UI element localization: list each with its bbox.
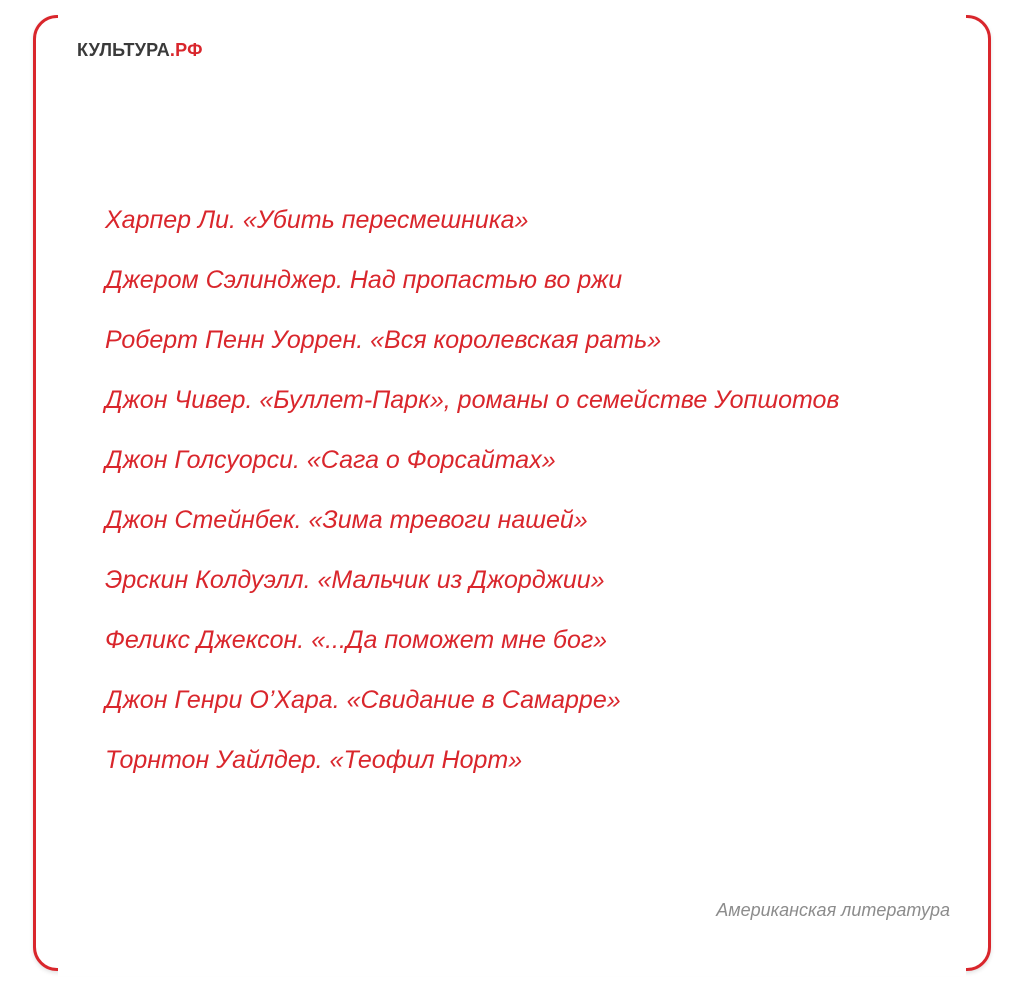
book-item: Джон Чивер. «Буллет-Парк», романы о семействе Уопшотов: [105, 386, 840, 414]
book-item: Джером Сэлинджер. Над пропастью во ржи: [105, 266, 623, 294]
book-item: Джон Голсуорси. «Сага о Форсайтах»: [105, 446, 556, 474]
book-item: Феликс Джексон. «...Да поможет мне бог»: [105, 626, 608, 654]
book-list: [105, 205, 965, 805]
book-item: Роберт Пенн Уоррен. «Вся королевская рать»: [105, 326, 662, 354]
book-item: Харпер Ли. «Убить пересмешника»: [105, 206, 529, 234]
frame-mask-top: [58, 11, 966, 21]
frame-mask-bottom: [58, 966, 966, 976]
site-logo: [77, 40, 203, 61]
book-item: Эрскин Колдуэлл. «Мальчик из Джорджии»: [105, 566, 605, 594]
book-item: Торнтон Уайлдер. «Теофил Норт»: [105, 746, 523, 774]
book-item: Джон Генри О’Хара. «Свидание в Самарре»: [105, 686, 621, 714]
logo-main: КУЛЬТУРА: [77, 40, 170, 60]
logo-accent: .РФ: [169, 40, 203, 60]
topic-caption: Американская литература: [716, 900, 950, 920]
book-item: Джон Стейнбек. «Зима тревоги нашей»: [105, 506, 588, 534]
